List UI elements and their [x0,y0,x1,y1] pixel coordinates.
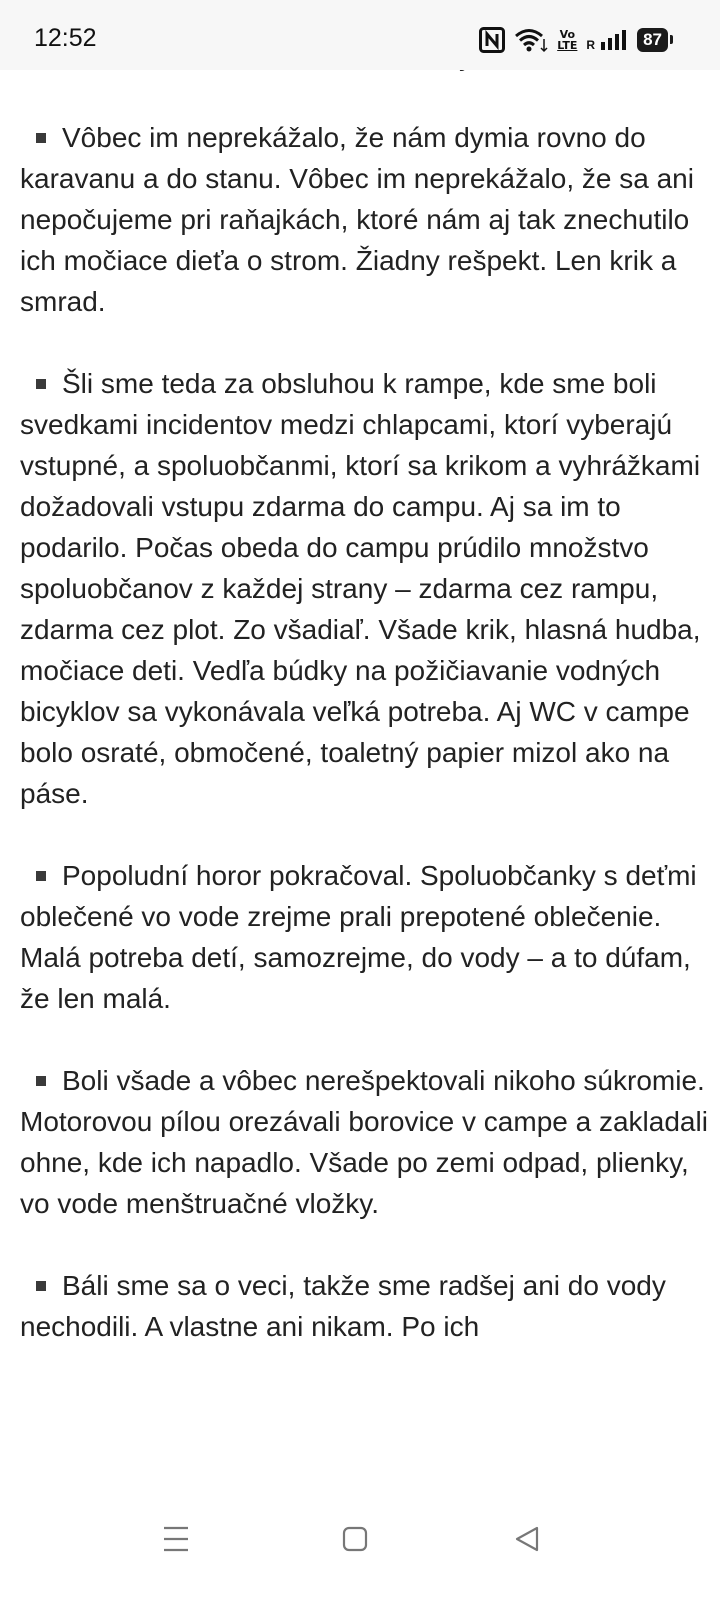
status-icons [479,26,668,54]
list-item [20,117,710,322]
list-item [20,1265,710,1347]
list-item [20,363,710,814]
bullet-icon [36,379,46,389]
roaming-indicator: R [586,38,596,52]
bullet-icon [36,1076,46,1086]
list-item-text: Šli sme teda za obsluhou k rampe, kde sme boli svedkami incidentov medzi chlapcami, ktorí vyberajú vstupné, a spoluobčanmi, ktorí sa krikom a vyhrážkami dožadovali vstupu zdarma do campu. Aj sa im to podarilo. Počas obeda do campu prúdilo množstvo spoluobčanov z každej strany – zdarma cez rampu, zdarma cez plot. Zo všadiaľ. Všade krik, hlasná hudba, močiace deti. Vedľa búdky na požičiavanie vodných bicyklov sa vykonávala veľká potreba. Aj WC v campe bolo osraté, območené, toaletný papier mizol ako na páse. [20,368,701,809]
bullet-icon [36,1281,46,1291]
list-item-text: Popoludní horor pokračoval. Spoluobčanky s deťmi oblečené vo vode zrejme prali prepotené oblečenie. Malá potreba detí, samozrejme, do vody – a to dúfam, že len malá. [20,860,697,1014]
back-icon[interactable] [507,1519,547,1559]
volte-icon [557,29,577,51]
home-icon[interactable] [335,1519,375,1559]
list-item-text: Báli sme sa o veci, takže sme radšej ani do vody nechodili. A vlastne ani nikam. Po ich [20,1270,666,1342]
navigation-bar [0,1485,720,1600]
signal-icon [600,29,628,51]
wifi-icon [514,27,548,53]
article-content [0,70,720,1388]
volte-label-bottom: LTE [557,39,578,52]
list-item [20,1060,710,1224]
status-bar [0,0,720,70]
list-item-text: Boli všade a vôbec nerešpektovali nikoho súkromie. Motorovou pílou orezávali borovice v campe a zakladali ohne, kde ich napadlo. Všade po zemi odpad, plienky, vo vode menštruačné vložky. [20,1065,708,1219]
bullet-icon [36,133,46,143]
article-viewport[interactable] [0,70,720,1485]
bullet-icon [36,871,46,881]
battery-level: 87 [643,30,662,49]
list-item [20,855,710,1019]
status-time: 12:52 [34,24,97,52]
nfc-icon [479,27,505,53]
menu-icon[interactable] [156,1519,196,1559]
battery-icon [637,28,668,52]
volte-label-top: Vo [559,28,576,41]
article-paragraph [20,70,710,76]
list-item-text: Vôbec im neprekážalo, že nám dymia rovno do karavanu a do stanu. Vôbec im neprekážalo, že sa ani nepočujeme pri raňajkách, ktoré nám aj tak znechutilo ich močiace dieťa o strom. Žiadny rešpekt. Len krik a smrad. [20,122,694,317]
